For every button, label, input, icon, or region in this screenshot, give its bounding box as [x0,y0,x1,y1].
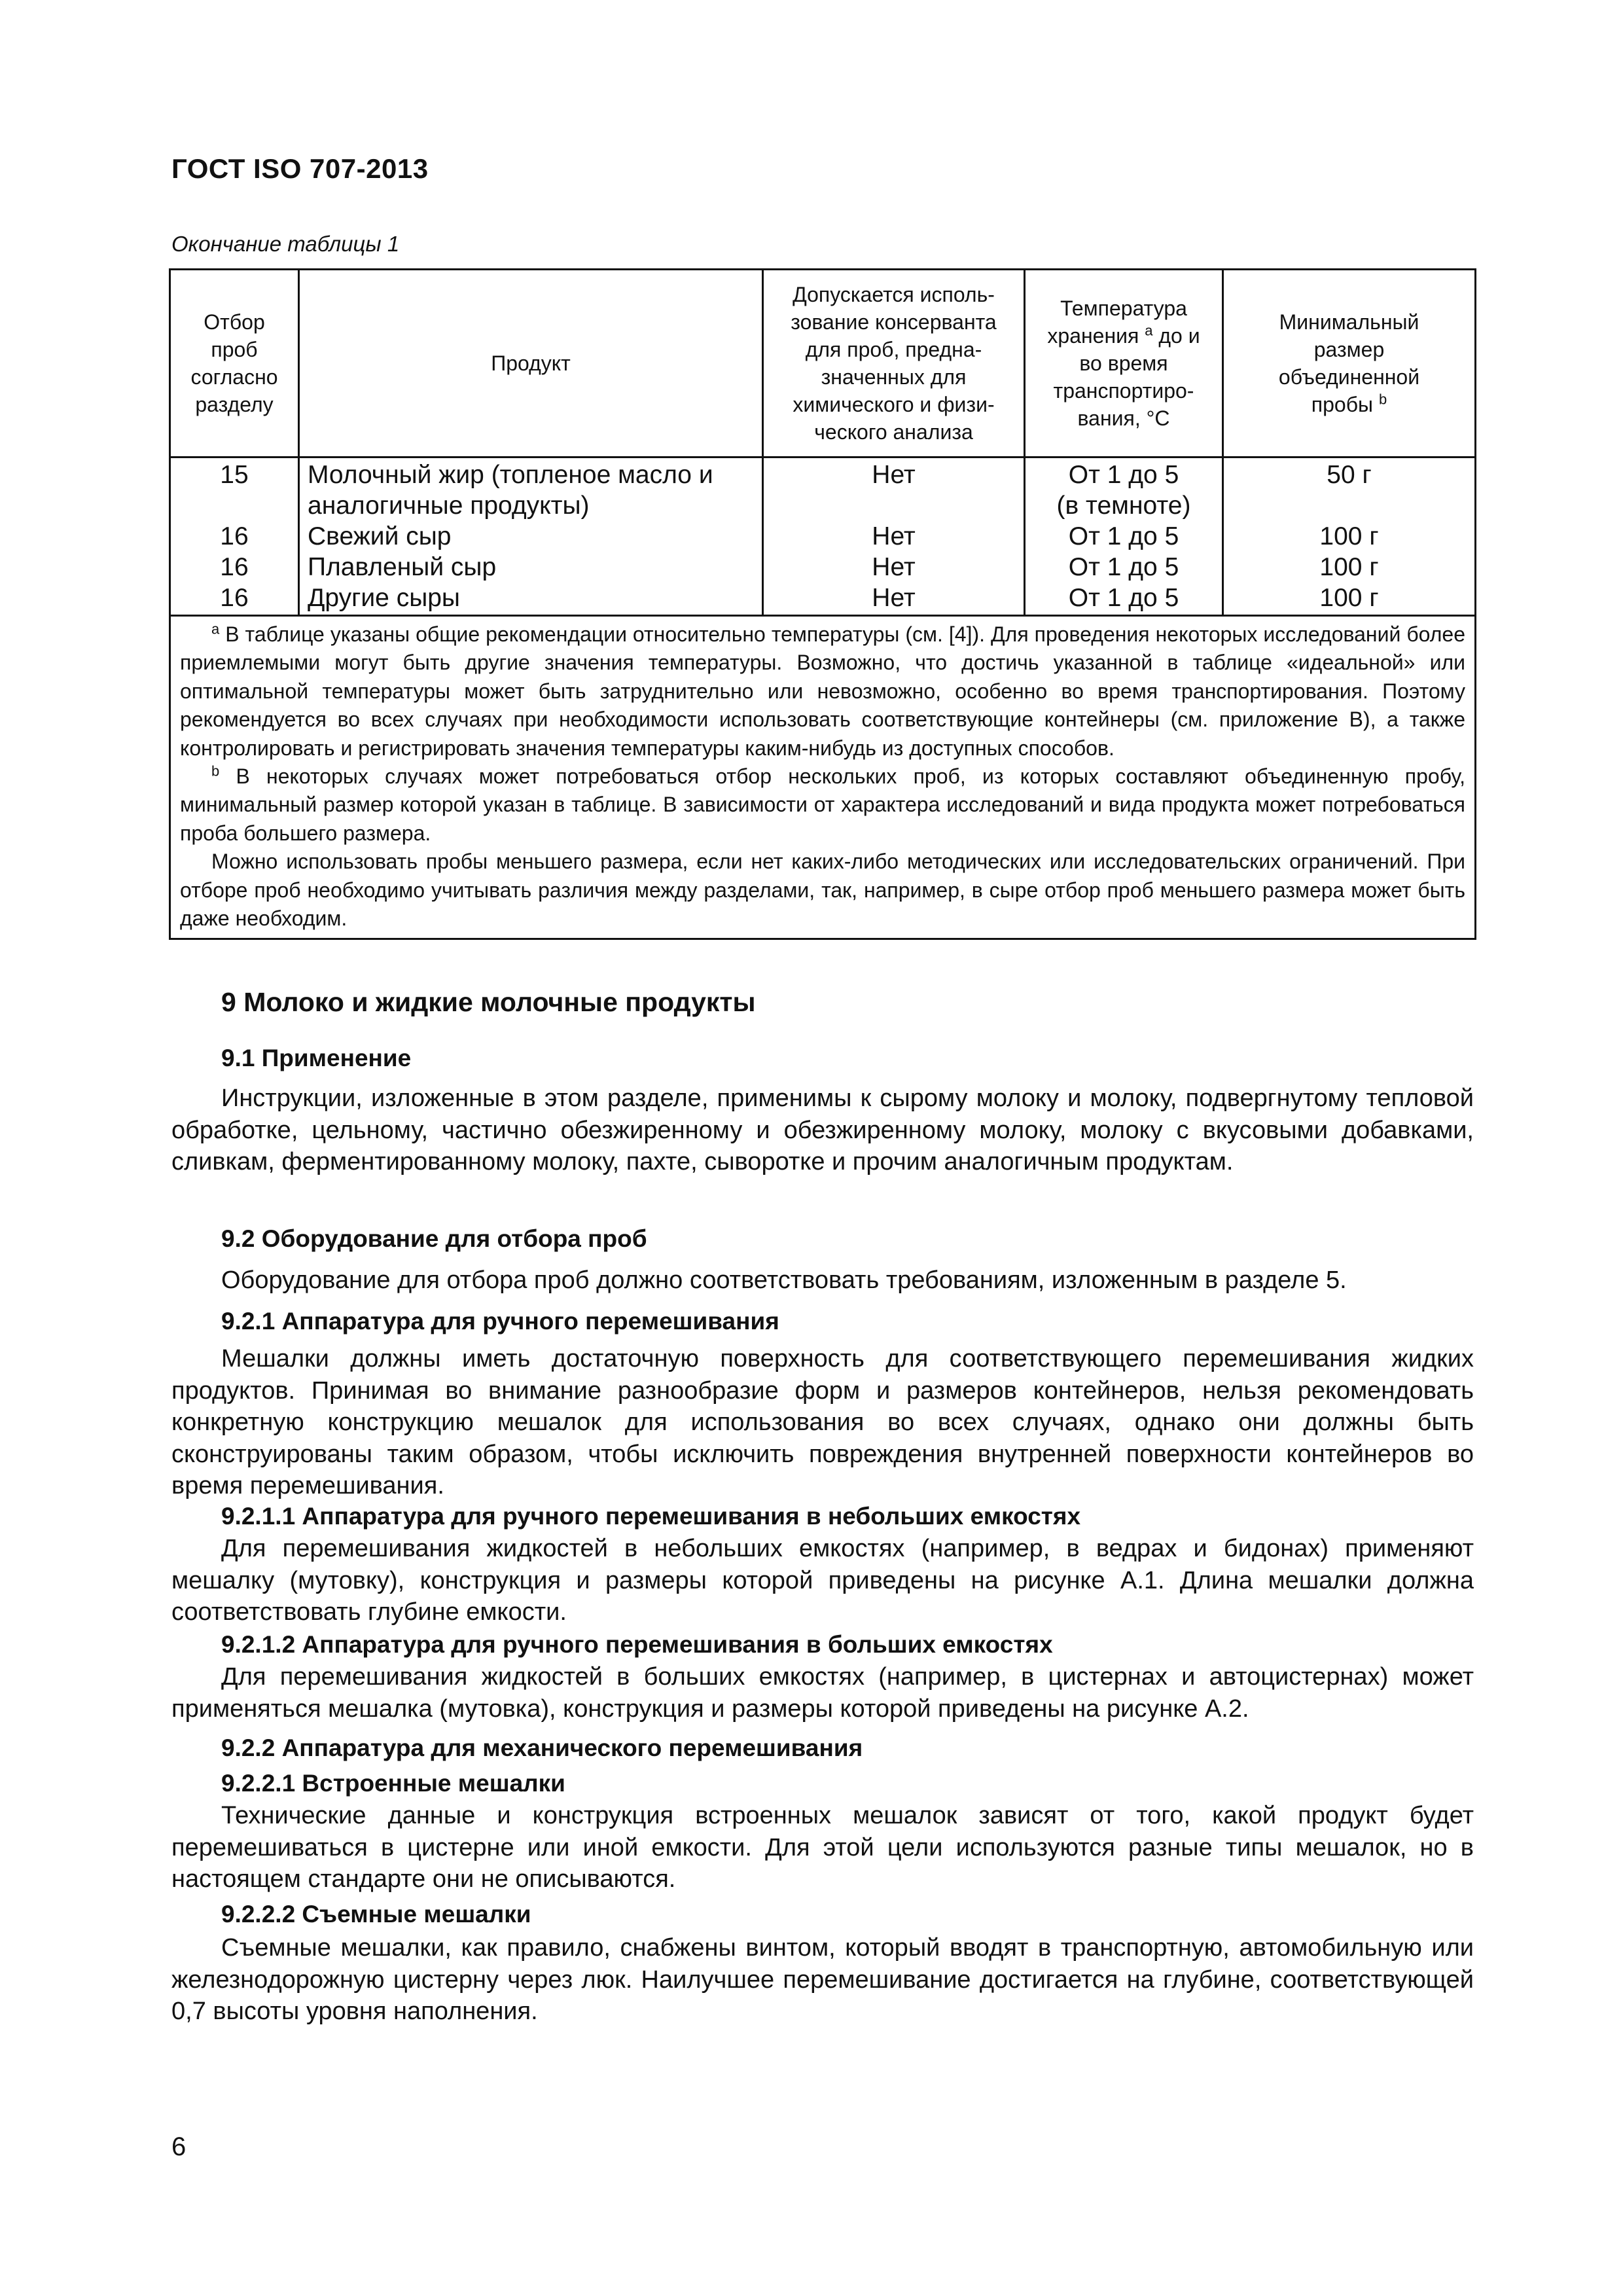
cell-temperature: От 1 до 5 [1025,457,1223,491]
header-preservative: Допускается исполь- зование консерванта для проб, предна- значенных для химического и физи- ческого анализа [763,270,1025,457]
cell-product: аналогичные продукты) [299,490,763,521]
header-sample-size: Минимальный размер объединенной пробы $^b$ [1223,270,1476,457]
cell-preservative: Нет [763,583,1025,616]
note-a: $^a$ В таблице указаны общие рекомендации относительно температуры (см. [4]). Для проведения некоторых исследований более приемлемыми могут быть другие значения температуры. Возможно, что достичь указанной в таблице «идеальной» или оптимальной температуры может быть затруднительно или невозможно, особенно во время транспортирования. Поэтому рекомендуется во всех случаях при необходимости использовать соответствующие контейнеры (см. приложение В), а также контролировать и регистрировать значения температуры каким-нибудь из доступных способов. [180,620,1466,760]
section-9-2-2-1-heading: 9.2.2.1 Встроенные мешалки [221,1770,565,1797]
section-9-2-1-text: Мешалки должны иметь достаточную поверхность для соответствующего перемешивания жидких продуктов. Принимая во внимание разнообразие форм и размеров контейнеров, нельзя рекомендовать конкретную конструкцию мешалок для использования во всех случаях, однако они должны быть сконструированы таким образом, чтобы исключить повреждения внутренней поверхности контейнеров во время перемешивания. [171,1345,1474,1499]
section-9-2-1-heading: 9.2.1 Аппаратура для ручного перемешивания [221,1308,779,1335]
section-9-2-2-heading: 9.2.2 Аппаратура для механического перемешивания [221,1734,863,1761]
note-c: Можно использовать пробы меньшего размера, если нет каких-либо методических или исследовательских ограничений. При отборе проб необходимо учитывать различия между разделами, так, например, в сыре отбор проб меньшего размера может быть даже необходим. [180,850,1465,931]
cell-size: 100 г [1223,521,1476,552]
table-notes [170,616,1476,939]
section-9-2-2-2-text: Съемные мешалки, как правило, снабжены винтом, который вводят в транспортную, автомобильную или железнодорожную цистерну через люк. Наилучшее перемешивание достигается на глубине, соответствующей 0,7 высоты уровня наполнения. [171,1934,1474,2025]
cell-temperature: От 1 до 5 [1025,521,1223,552]
table-row [170,521,1476,552]
cell-product: Другие сыры [299,583,763,616]
cell-preservative [763,490,1025,521]
section-9-2-1-2-heading: 9.2.1.2 Аппаратура для ручного перемешивания в больших емкостях [221,1631,1053,1658]
cell-product: Молочный жир (топленое масло и [299,457,763,491]
section-9-heading: 9 Молоко и жидкие молочные продукты [221,987,756,1017]
section-9-2-2-2-heading: 9.2.2.2 Съемные мешалки [221,1901,531,1928]
cell-size: 100 г [1223,552,1476,583]
cell-preservative: Нет [763,521,1025,552]
section-9-1-text: Инструкции, изложенные в этом разделе, применимы к сырому молоку и молоку, подвергнутому тепловой обработке, цельному, частично обезжиренному и обезжиренному молоку, молоку с вкусовыми добавками, сливкам, ферментированному молоку, пахте, сыворотке и прочим аналогичным продуктам. [171,1085,1474,1175]
table-header-row [170,270,1476,457]
cell-temperature: От 1 до 5 [1025,583,1223,616]
section-9-2-1-1-text: Для перемешивания жидкостей в небольших емкостях (например, в ведрах и бидонах) применяют мешалку (мутовку), конструкция и размеры которой приведены на рисунке А.1. Длина мешалки должна соответствовать глубине емкости. [171,1535,1474,1626]
cell-section: 16 [170,583,299,616]
header-section: Отбор проб согласно разделу [170,270,299,457]
table-row [170,583,1476,616]
header-product: Продукт [299,270,763,457]
cell-temperature: От 1 до 5 [1025,552,1223,583]
table-caption: Окончание таблицы 1 [171,232,400,256]
sampling-table [169,268,1476,940]
section-9-2-2-1-text: Технические данные и конструкция встроенных мешалок зависят от того, какой продукт будет перемешиваться в цистерне или иной емкости. Для этой цели используются разные типы мешалок, но в настоящем стандарте они не описываются. [171,1802,1474,1893]
table-notes-row [170,616,1476,939]
cell-section: 16 [170,521,299,552]
table-row [170,490,1476,521]
section-9-2-text: Оборудование для отбора проб должно соответствовать требованиям, изложенным в разделе 5. [221,1266,1347,1294]
cell-size [1223,490,1476,521]
section-9-2-heading: 9.2 Оборудование для отбора проб [221,1225,647,1252]
section-9-2-1-1-heading: 9.2.1.1 Аппаратура для ручного перемешивания в небольших емкостях [221,1503,1081,1530]
header-temperature: Температура хранения $^a$ до и во время транспортиро- вания, °C [1025,270,1223,457]
section-9-1-heading: 9.1 Применение [221,1045,412,1071]
cell-temperature: (в темноте) [1025,490,1223,521]
cell-preservative: Нет [763,457,1025,491]
document-code: ГОСТ ISO 707-2013 [171,153,429,184]
page-number: 6 [171,2132,187,2161]
note-b: $^b$ В некоторых случаях может потребоваться отбор нескольких проб, из которых составляют объединенную пробу, минимальный размер которой указан в таблице. В зависимости от характера исследований и вида продукта может потребоваться проба большего размера. [180,762,1466,845]
table-row [170,552,1476,583]
cell-size: 50 г [1223,457,1476,491]
cell-product: Свежий сыр [299,521,763,552]
cell-product: Плавленый сыр [299,552,763,583]
cell-section: 15 [170,457,299,491]
cell-size: 100 г [1223,583,1476,616]
cell-section: 16 [170,552,299,583]
section-9-2-1-2-text: Для перемешивания жидкостей в больших емкостях (например, в цистернах и автоцистернах) может применяться мешалка (мутовка), конструкция и размеры которой приведены на рисунке А.2. [171,1663,1474,1723]
cell-preservative: Нет [763,552,1025,583]
cell-section [170,490,299,521]
table-row [170,457,1476,491]
